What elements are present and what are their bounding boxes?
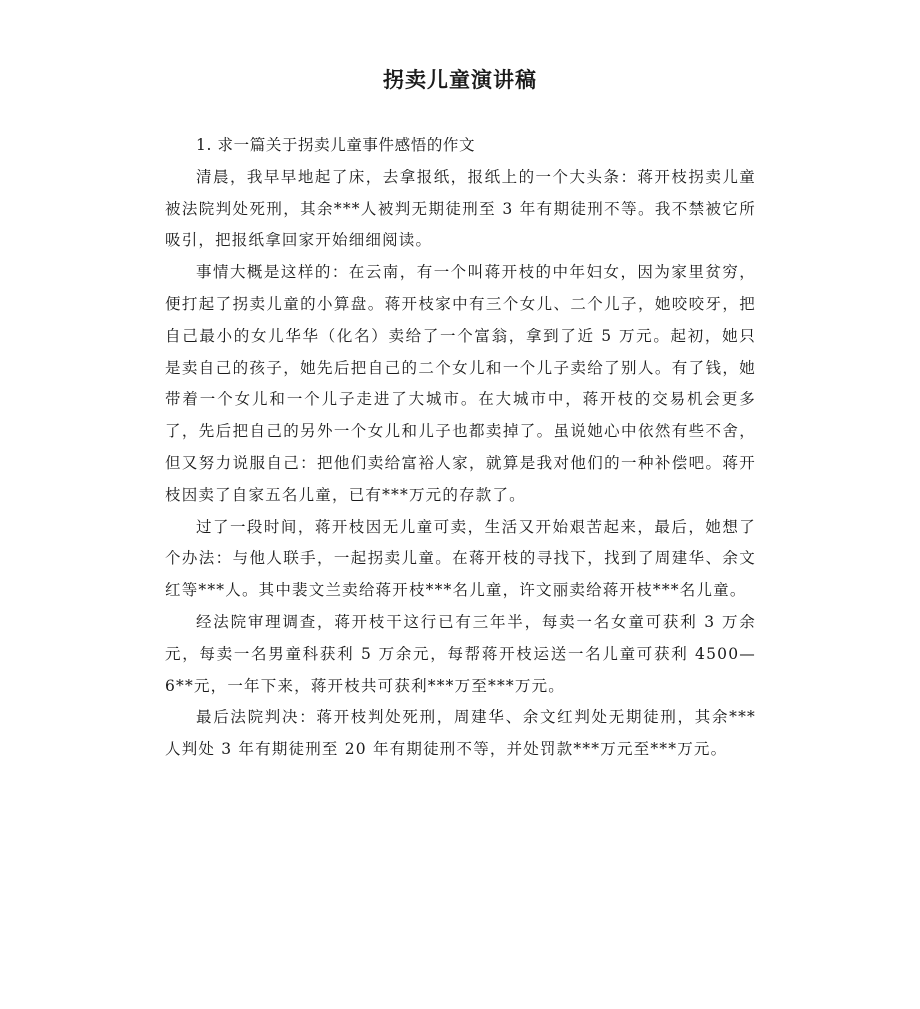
paragraph: 过了一段时间，蒋开枝因无儿童可卖，生活又开始艰苦起来，最后，她想了个办法：与他人联手，一起拐卖儿童。在蒋开枝的寻找下，找到了周建华、余文红等***人。其中裴文兰卖给蒋开枝***名儿童，许文丽卖给蒋开枝***名儿童。 <box>165 517 756 600</box>
section-heading: 1. 求一篇关于拐卖儿童事件感悟的作文 <box>196 136 476 154</box>
document-body <box>165 130 756 766</box>
paragraph: 经法院审理调查，蒋开枝干这行已有三年半，每卖一名女童可获利 3 万余元，每卖一名男童科获利 5 万余元，每帮蒋开枝运送一名儿童可获利 4500—6**元，一年下来，蒋开枝共可获利***万至***万元。 <box>165 612 756 695</box>
document-title: 拐卖儿童演讲稿 <box>383 68 537 92</box>
paragraph: 清晨，我早早地起了床，去拿报纸，报纸上的一个大头条：蒋开枝拐卖儿童被法院判处死刑，其余***人被判无期徒刑至 3 年有期徒刑不等。我不禁被它所吸引，把报纸拿回家开始细细阅读。 <box>165 167 756 250</box>
paragraph: 事情大概是这样的：在云南，有一个叫蒋开枝的中年妇女，因为家里贫穷，便打起了拐卖儿童的小算盘。蒋开枝家中有三个女儿、二个儿子，她咬咬牙，把自己最小的女儿华华（化名）卖给了一个富翁，拿到了近 5 万元。起初，她只是卖自己的孩子，她先后把自己的二个女儿和一个儿子卖给了别人。有了钱，她带着一个女儿和一个儿子走进了大城市。在大城市中，蒋开枝的交易机会更多了，先后把自己的另外一个女儿和儿子也都卖掉了。虽说她心中依然有些不舍，但又努力说服自己：把他们卖给富裕人家，就算是我对他们的一种补偿吧。蒋开枝因卖了自家五名儿童，已有***万元的存款了。 <box>165 263 756 504</box>
paragraph: 最后法院判决：蒋开枝判处死刑，周建华、余文红判处无期徒刑，其余***人判处 3 年有期徒刑至 20 年有期徒刑不等，并处罚款***万元至***万元。 <box>165 708 756 759</box>
